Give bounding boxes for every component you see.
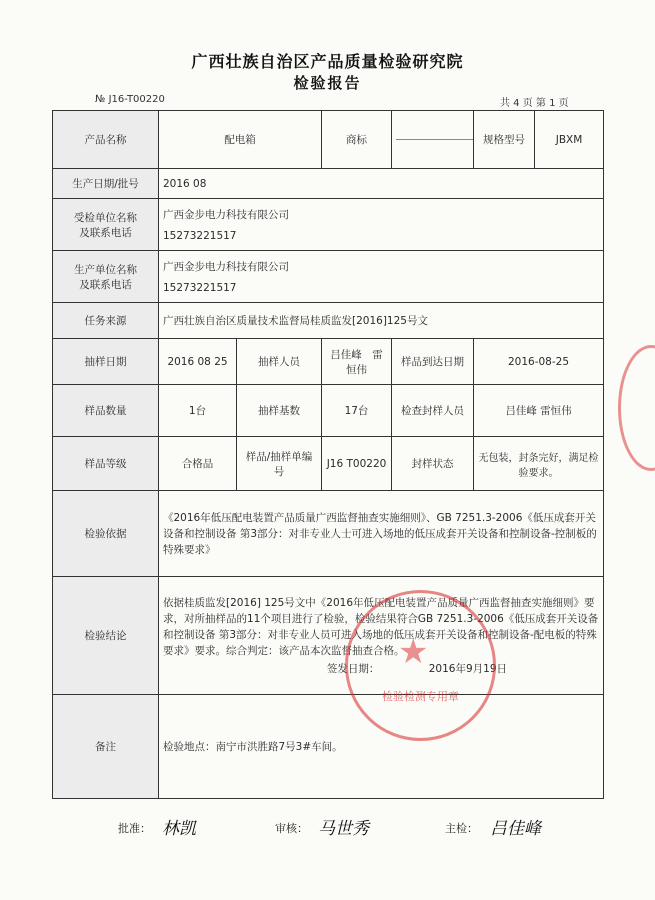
table-row xyxy=(53,339,604,385)
table-row xyxy=(53,437,604,491)
redaction-line xyxy=(396,139,474,140)
prod-date-value: 2016 08 xyxy=(159,169,604,199)
sign-signature: 吕佳峰 xyxy=(490,819,541,839)
page-info: 共 4 页 第 1 页 xyxy=(500,98,569,109)
sampling-base-value: 17台 xyxy=(322,385,392,437)
conclusion-label: 检验结论 xyxy=(53,577,159,695)
report-number: № J16-T00220 xyxy=(95,94,165,105)
table-row xyxy=(53,251,604,303)
trademark-value xyxy=(392,111,474,169)
seal-star-icon: ★ xyxy=(398,632,429,672)
arrival-date-label: 样品到达日期 xyxy=(392,339,474,385)
edge-seal xyxy=(618,345,655,471)
approve-signature: 林凯 xyxy=(162,819,196,839)
table-row xyxy=(53,169,604,199)
review-signature: 马世秀 xyxy=(318,819,369,839)
report-title: 检验报告 xyxy=(293,74,362,92)
sample-qty-label: 样品数量 xyxy=(53,385,159,437)
inspected-unit-label: 受检单位名称 及联系电话 xyxy=(53,199,159,251)
seal-text: 检验检测专用章 xyxy=(382,690,459,703)
model-value: JBXM xyxy=(535,111,604,169)
issue-date: 2016年9月19日 xyxy=(428,662,507,675)
sampling-date-label: 抽样日期 xyxy=(53,339,159,385)
table-row xyxy=(53,695,604,799)
inspected-unit-name: 广西金步电力科技有限公司 xyxy=(163,209,289,221)
table-row xyxy=(53,491,604,577)
sample-no-value: J16 T00220 xyxy=(322,437,392,491)
table-row xyxy=(53,111,604,169)
table-row xyxy=(53,385,604,437)
seal-status-value: 无包装，封条完好，满足检验要求。 xyxy=(474,437,604,491)
task-source-label: 任务来源 xyxy=(53,303,159,339)
seal-status-label: 封样状态 xyxy=(392,437,474,491)
sampling-date-value: 2016 08 25 xyxy=(159,339,237,385)
report-table xyxy=(52,110,604,799)
manufacturer-phone: 15273221517 xyxy=(163,282,237,294)
institute-name: 广西壮族自治区产品质量检验研究院 xyxy=(191,52,464,71)
sampling-base-label: 抽样基数 xyxy=(237,385,322,437)
inspected-unit-value xyxy=(159,199,604,251)
sign-label: 主检： xyxy=(445,822,478,835)
product-name-value: 配电箱 xyxy=(159,111,322,169)
basis-value: 《2016年低压配电装置产品质量广西监督抽查实施细则》、GB 7251.3-2006《低压成套开关设备和控制设备 第3部分：对非专业人士可进入场地的低压成套开关设备和控制设备-控制板的特殊要求》 xyxy=(159,491,604,577)
table-row xyxy=(53,303,604,339)
sample-no-label: 样品/抽样单编号 xyxy=(237,437,322,491)
remarks-label: 备注 xyxy=(53,695,159,799)
sampler-label: 抽样人员 xyxy=(237,339,322,385)
table-row xyxy=(53,199,604,251)
trademark-label: 商标 xyxy=(322,111,392,169)
review-label: 审核： xyxy=(275,822,308,835)
manufacturer-label: 生产单位名称 及联系电话 xyxy=(53,251,159,303)
sample-grade-label: 样品等级 xyxy=(53,437,159,491)
manufacturer-value xyxy=(159,251,604,303)
conclusion-text: 依据桂质监发[2016] 125号文中《2016年低压配电装置产品质量广西监督抽查实施细则》要求，对所抽样品的11个项目进行了检验，检验结果符合GB 7251.3-2006《低压成套开关设备和控制设备 第3部分：对非专业人员可进入场地的低压成套开关设备和控制设备-配电板的特殊要求》要求。综合判定：该产品本次监督抽查合格。 xyxy=(163,596,599,657)
prod-date-label: 生产日期/批号 xyxy=(53,169,159,199)
manufacturer-name: 广西金步电力科技有限公司 xyxy=(163,261,289,273)
sample-grade-value: 合格品 xyxy=(159,437,237,491)
sealer-label: 检查封样人员 xyxy=(392,385,474,437)
product-name-label: 产品名称 xyxy=(53,111,159,169)
inspected-unit-phone: 15273221517 xyxy=(163,230,237,242)
basis-label: 检验依据 xyxy=(53,491,159,577)
approve-label: 批准： xyxy=(118,822,151,835)
model-label: 规格型号 xyxy=(474,111,535,169)
remarks-value: 检验地点：南宁市洪胜路7号3#车间。 xyxy=(159,695,604,799)
sample-qty-value: 1台 xyxy=(159,385,237,437)
table-row xyxy=(53,577,604,695)
task-source-value: 广西壮族自治区质量技术监督局桂质监发[2016]125号文 xyxy=(159,303,604,339)
arrival-date-value: 2016-08-25 xyxy=(474,339,604,385)
sealer-value: 吕佳峰 雷恒伟 xyxy=(474,385,604,437)
sampler-value: 吕佳峰 雷恒伟 xyxy=(322,339,392,385)
issue-date-label: 签发日期： xyxy=(326,662,380,675)
